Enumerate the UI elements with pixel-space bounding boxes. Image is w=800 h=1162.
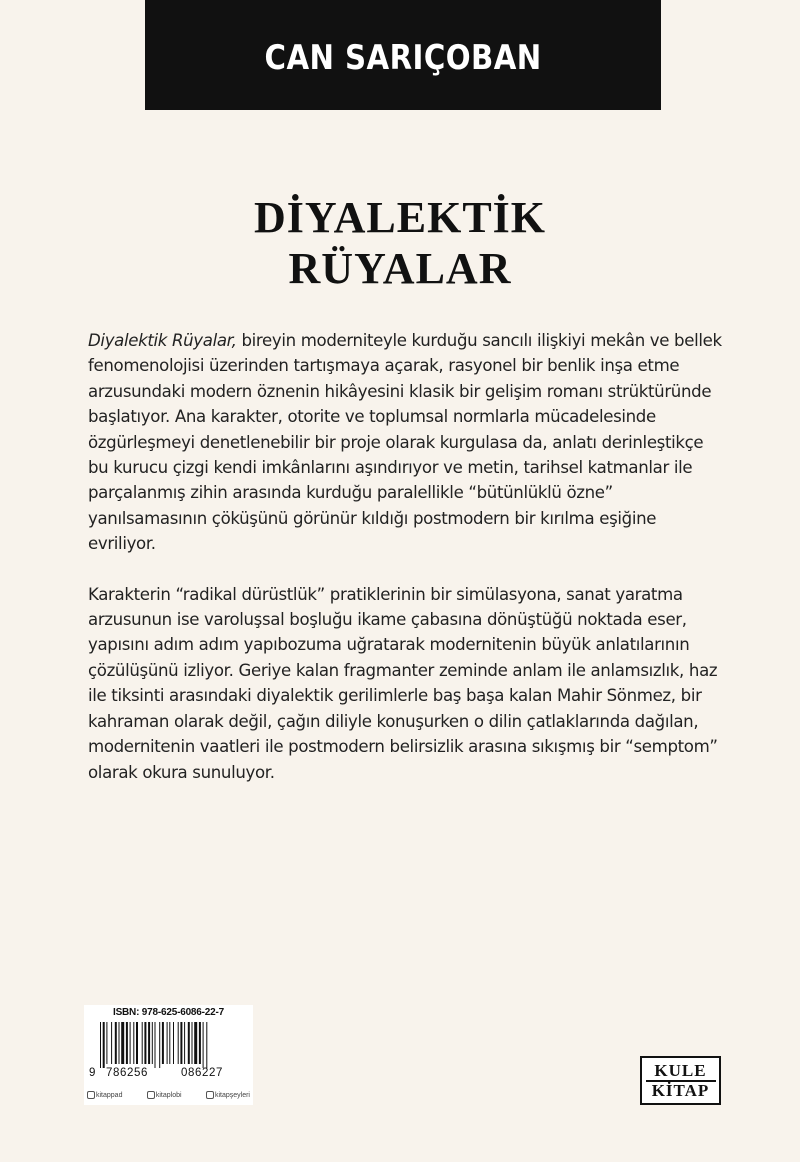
- book-title-line-1: DİYALEKTİK: [253, 193, 547, 242]
- author-band: [145, 0, 661, 110]
- barcode-digits-left: 786256: [106, 1067, 148, 1079]
- kitaplobi-logo: kitaplobi: [147, 1091, 182, 1099]
- back-cover-blurb: [88, 328, 728, 785]
- barcode-digit-first: 9: [89, 1067, 96, 1079]
- isbn-label: ISBN: 978-625-6086-22-7: [112, 1007, 225, 1018]
- book-title-line-2: RÜYALAR: [288, 244, 512, 293]
- barcode-icon: [90, 1022, 247, 1068]
- blurb-book-name: Diyalektik Rüyalar,: [88, 331, 237, 350]
- kitaplobi-logo-icon: [147, 1091, 155, 1099]
- isbn-barcode-block: [84, 1005, 253, 1105]
- blurb-paragraph-1: [88, 328, 728, 557]
- barcode-digits-right: 086227: [181, 1067, 223, 1079]
- blurb-paragraph-2: Karakterin “radikal dürüstlük” pratiklerinin bir simülasyona, sanat yaratma arzusunun ise varoluşsal boşluğu ikame çabasına dönüştüğü noktada eser, yapısını adım adım yapıbozuma uğratarak modernitenin büyük anlatılarının çözülüşünü izliyor. Geriye kalan fragmanter zeminde anlam ile anlamsızlık, haz ile tiksinti arasındaki diyalektik gerilimlerle baş başa kalan Mahir Sönmez, bir kahraman olarak değil, çağın diliyle konuşurken o dilin çatlaklarında dağılan, modernitenin vaatleri ile postmodern belirsizlik arasına sıkışmış bir “semptom” olarak okura sunuluyor.: [88, 584, 718, 782]
- vendor-logos: [84, 1091, 253, 1099]
- blurb-paragraph-1-text: bireyin moderniteyle kurduğu sancılı ilişkiyi mekân ve bellek fenomenolojisi üzerinden tartışmaya açarak, rasyonel bir benlik inşa etme arzusundaki modern öznenin hikâyesini klasik bir gelişim romanı strüktüründe başlatıyor. Ana karakter, otorite ve toplumsal normlarla mücadelesinde özgürleşmeyi denetlenebilir bir proje olarak kurgulasa da, anlatı derinleştikçe bu kurucu çizgi kendi imkânlarını aşındırıyor ve metin, tarihsel katmanlar ile parçalanmış zihin arasında kurduğu paralellikle “bütünlüklü özne” yanılsamasının çöküşünü görünür kıldığı postmodern bir kırılma eşiğine evriliyor.: [88, 331, 722, 554]
- kitapseyleri-logo-icon: [206, 1091, 214, 1099]
- kitapseyleri-logo: kitapşeyleri: [206, 1091, 250, 1099]
- publisher-name-line-1: KULE: [654, 1060, 707, 1080]
- author-name: CAN SARIÇOBAN: [264, 38, 542, 78]
- publisher-logo: [640, 1056, 721, 1105]
- publisher-name-line-2: KİTAP: [651, 1080, 710, 1100]
- book-title: [0, 192, 800, 294]
- kitappad-logo-icon: [87, 1091, 95, 1099]
- kitappad-logo: kitappad: [87, 1091, 122, 1099]
